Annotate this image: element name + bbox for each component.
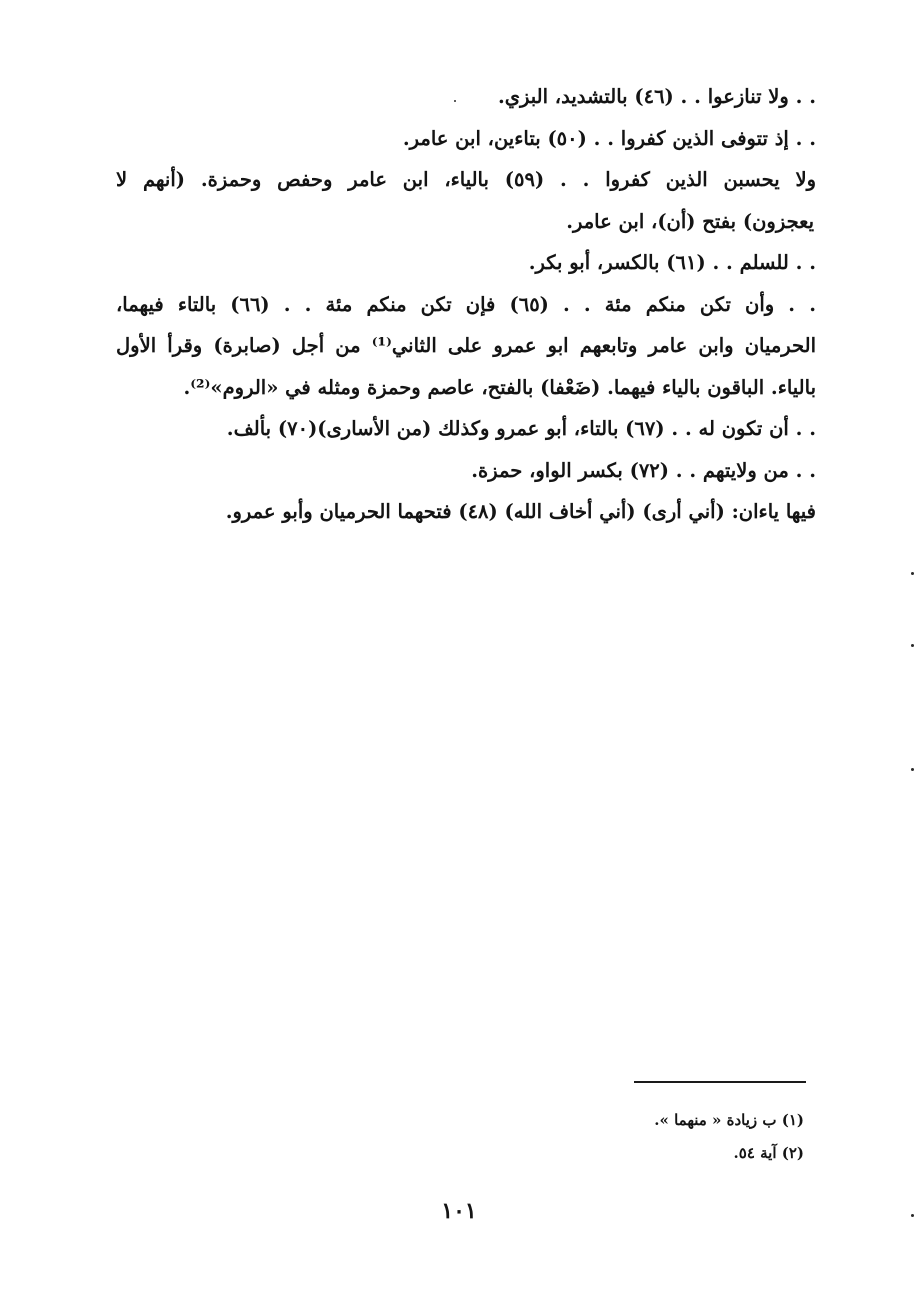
text-line-11: فيها ياءان: (أني أرى) (أني أخاف الله) (٤٨) فتحهما الحرميان وأبو عمرو. [225, 500, 816, 523]
text-line-4: يعجزون) بفتح (أن)، ابن عامر. [566, 209, 814, 233]
text-line-6: . . وأن تكن منكم مئة . . (٦٥) فإن تكن منكم مئة . . (٦٦) بالتاء فيهما، [116, 292, 816, 316]
text-line-5: . . للسلم . . (٦١) بالكسر، أبو بكر. [528, 251, 816, 274]
text-line-10: . . من ولايتهم . . (٧٢) بكسر الواو، حمزة. [471, 458, 816, 482]
scan-speck [911, 1214, 914, 1217]
main-text-block [116, 76, 816, 533]
text-line-1: . . ولا تنازعوا . . (٤٦) بالتشديد، البزي. [497, 85, 816, 108]
scan-speck [911, 768, 914, 771]
page-number: ١٠١ [441, 1198, 477, 1224]
text-line-8: بالياء. الباقون بالياء فيهما. (ضَعْفا) بالفتح، عاصم وحمزة ومثله في «الروم»⁽²⁾. [183, 375, 816, 399]
text-line-3: ولا يحسبن الذين كفروا . . (٥٩) بالياء، ابن عامر وحفص وحمزة. (أنهم لا [116, 168, 816, 191]
footnote-1: (١) ب زيادة « منهما ». [654, 1111, 804, 1129]
footnote-divider [634, 1081, 806, 1083]
scan-speck [911, 572, 914, 575]
text-line-2: . . إذ تتوفى الذين كفروا . . (٥٠) بتاءين، ابن عامر. [402, 126, 816, 150]
scan-speck [911, 644, 914, 647]
text-line-9: . . أن تكون له . . (٦٧) بالتاء، أبو عمرو وكذلك (من الأسارى)(٧٠) بألف. [226, 417, 816, 440]
footnotes-block [404, 1104, 804, 1170]
footnote-2: (٢) آية ٥٤. [733, 1144, 804, 1162]
text-line-7: الحرميان وابن عامر وتابعهم ابو عمرو على الثاني⁽¹⁾ من أجل (صابرة) وقرأ الأول [116, 334, 816, 357]
scan-speck [454, 100, 456, 102]
